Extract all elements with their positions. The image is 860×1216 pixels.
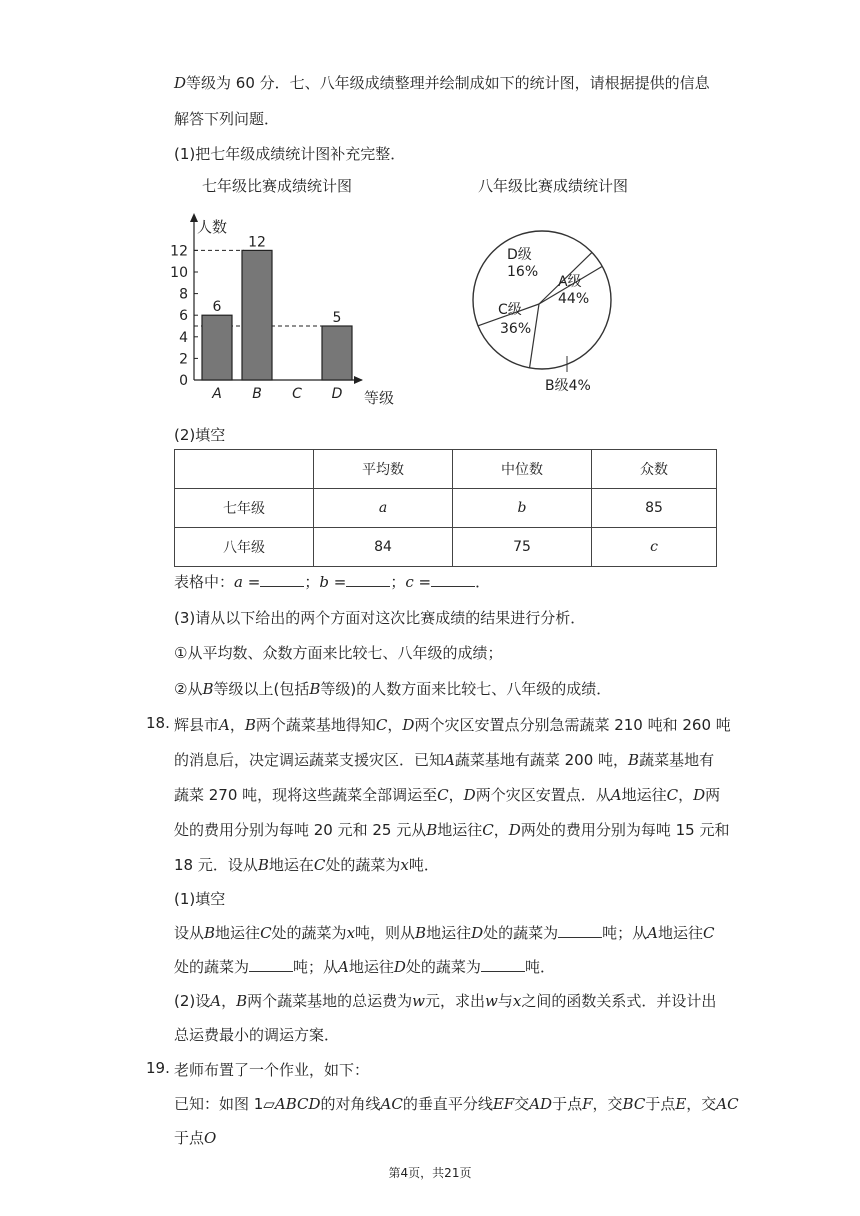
table-cell: 84 <box>314 528 453 567</box>
math-variable: B <box>415 924 427 942</box>
bar-a <box>202 315 232 380</box>
page-footer: 第4页，共21页 <box>388 1166 472 1180</box>
y-tick-label: 2 <box>179 351 188 368</box>
y-tick-label: 0 <box>179 373 188 389</box>
problem-19-line <box>174 1127 216 1148</box>
table-header-cell: 平均数 <box>314 450 453 489</box>
math-variable: D <box>471 924 484 942</box>
text-segment: 于点 <box>552 1095 583 1113</box>
math-variable: A <box>219 716 230 734</box>
text-segment: 蔬菜基地有蔬菜 200 吨， <box>454 751 629 769</box>
text-segment: ，交 <box>686 1095 717 1113</box>
table-cell: 85 <box>592 489 717 528</box>
math-variable: B <box>236 992 248 1010</box>
math-variable: E <box>675 1095 687 1113</box>
text-segment: 两 <box>705 786 721 804</box>
math-variable: AD <box>529 1095 553 1113</box>
table-cell: 75 <box>453 528 592 567</box>
table-cell: 八年级 <box>175 528 314 567</box>
problem-18-line <box>174 922 715 943</box>
question-3-item-2: ②从B等级以上(包括B等级)的人数方面来比较七、八年级的成绩． <box>174 680 612 698</box>
text-segment: 处的蔬菜为 <box>483 924 559 942</box>
math-variable: EF <box>492 1095 515 1113</box>
math-variable: x <box>400 856 409 874</box>
text-segment: 两个灾区安置点分别急需蔬菜 210 吨和 260 吨 <box>414 716 731 734</box>
math-variable: B <box>257 856 269 874</box>
text-segment: 于点 <box>645 1095 676 1113</box>
text-segment: 蔬菜基地有 <box>639 751 715 769</box>
math-variable: AC <box>380 1095 403 1113</box>
math-variable: D <box>693 786 706 804</box>
bar-b <box>242 250 272 380</box>
math-variable: C <box>482 821 494 839</box>
y-tick-label: 4 <box>179 329 188 346</box>
problem-18-line <box>174 819 729 840</box>
text-segment: 交 <box>514 1095 530 1113</box>
blank-c[interactable] <box>431 572 475 587</box>
text-segment: 处的蔬菜为 <box>325 856 401 874</box>
text-segment: 吨． <box>408 856 439 874</box>
text-segment: 与 <box>497 992 513 1010</box>
table-header-cell <box>175 450 314 489</box>
table-row <box>175 528 717 567</box>
stats-table <box>174 449 717 567</box>
grade-d-var: D <box>174 74 187 92</box>
math-variable: D <box>463 786 476 804</box>
math-variable: C <box>437 786 449 804</box>
math-variable: B <box>426 821 438 839</box>
problem-19-line <box>174 1093 739 1114</box>
fill-blank-line: 表格中：a = ；b = ；c = ． <box>174 573 491 591</box>
pie-label-a-pct: 44% <box>558 291 590 307</box>
pie-label-c-pct: 36% <box>500 321 532 337</box>
x-category-label: C <box>292 386 302 402</box>
x-category-label: D <box>331 386 343 402</box>
text-segment: 地运往 <box>348 958 394 976</box>
text-segment: ，交 <box>592 1095 623 1113</box>
text-segment: 已知：如图 1▱ <box>174 1095 275 1113</box>
text-segment: 辉县市 <box>174 716 220 734</box>
text-segment: 处的费用分别为每吨 20 元和 25 元从 <box>174 821 427 839</box>
text-segment: 设从 <box>174 924 205 942</box>
problem-18-part-1: (1)填空 <box>174 890 226 908</box>
math-variable: C <box>666 786 679 804</box>
math-variable: D <box>393 958 406 976</box>
table-header-cell: 中位数 <box>453 450 592 489</box>
text-segment: 的对角线 <box>320 1095 381 1113</box>
math-variable: w <box>412 992 425 1010</box>
pie-label-a-grade: A级 <box>558 274 582 290</box>
text-segment: 地运往 <box>621 786 667 804</box>
text-segment: 两个蔬菜基地得知 <box>255 716 376 734</box>
blank-b[interactable] <box>346 572 390 587</box>
text-segment: 的垂直平分线 <box>402 1095 493 1113</box>
text-segment: 18 元．设从 <box>174 856 258 874</box>
x-axis-label: 等级 <box>364 389 395 407</box>
text-segment: 吨． <box>524 958 555 976</box>
bar-chart-title: 七年级比赛成绩统计图 <box>202 177 353 195</box>
math-variable: A <box>338 958 349 976</box>
math-variable: x <box>346 924 356 942</box>
math-variable: ABCD <box>274 1095 321 1113</box>
pie-label-d-grade: D级 <box>507 247 532 263</box>
math-variable: B <box>204 924 216 942</box>
problem-19-number: 19. <box>146 1059 170 1077</box>
question-3-item-1: ①从平均数、众数方面来比较七、八年级的成绩； <box>174 644 503 662</box>
math-variable: D <box>402 716 415 734</box>
math-variable: A <box>647 924 658 942</box>
problem-18-line: 总运费最小的调运方案． <box>174 1026 340 1044</box>
problem-18-number: 18. <box>146 714 170 732</box>
x-axis-arrow <box>354 376 363 384</box>
text-segment: ， <box>493 821 509 839</box>
y-tick-label: 8 <box>179 286 188 303</box>
pie-outline <box>473 231 611 369</box>
text-segment: 蔬菜 270 吨，现将这些蔬菜全部调运至 <box>174 786 438 804</box>
text-segment: ， <box>448 786 464 804</box>
math-variable: x <box>512 992 522 1010</box>
math-variable: A <box>210 992 222 1010</box>
problem-18-line <box>174 784 720 805</box>
pie-label-b: B级4% <box>545 378 591 394</box>
pie-label-d-pct: 16% <box>507 264 539 280</box>
bar-data-label: 5 <box>332 310 342 326</box>
answer-blank[interactable] <box>481 957 525 972</box>
problem-19-line: 老师布置了一个作业，如下： <box>174 1061 370 1079</box>
intro-line-1-text: 等级为 60 分．七、八年级成绩整理并绘制成如下的统计图，请根据提供的信息 <box>186 74 710 92</box>
table-cell: c <box>592 528 717 567</box>
math-variable: w <box>485 992 498 1010</box>
math-variable: C <box>313 856 326 874</box>
bar-data-label: 12 <box>248 234 266 251</box>
text-segment: 元，求出 <box>425 992 486 1010</box>
text-segment: 地运往 <box>215 924 261 942</box>
math-variable: AC <box>716 1095 739 1113</box>
math-variable: C <box>375 716 388 734</box>
text-segment: 处的蔬菜为 <box>174 958 250 976</box>
problem-18-line <box>174 854 439 875</box>
text-segment: ， <box>221 992 237 1010</box>
text-segment: ， <box>678 786 694 804</box>
text-segment: ， <box>229 716 245 734</box>
x-category-label: A <box>212 386 222 402</box>
text-segment: 吨，则从 <box>355 924 416 942</box>
table-row <box>175 489 717 528</box>
text-segment: 于点 <box>174 1129 205 1147</box>
problem-18-line <box>174 714 731 735</box>
bar-data-label: 6 <box>212 299 222 316</box>
pie-chart <box>470 222 620 400</box>
y-tick-label: 6 <box>179 308 188 325</box>
problem-18-line <box>174 956 555 977</box>
question-3: (3)请从以下给出的两个方面对这次比赛成绩的结果进行分析． <box>174 609 586 627</box>
math-variable: A <box>610 786 622 804</box>
table-cell: a <box>314 489 453 528</box>
math-variable: B <box>628 751 640 769</box>
text-segment: (2)设 <box>174 992 211 1010</box>
problem-18-line <box>174 749 714 770</box>
text-segment: 地运往 <box>426 924 472 942</box>
question-2-label: (2)填空 <box>174 426 226 444</box>
y-tick-label: 10 <box>170 265 188 281</box>
text-segment: 之间的函数关系式．并设计出 <box>521 992 717 1010</box>
bar-d <box>322 326 352 380</box>
math-variable: BC <box>622 1095 646 1113</box>
text-segment: 吨；从 <box>602 924 648 942</box>
text-segment: 两个灾区安置点．从 <box>475 786 611 804</box>
table-row <box>175 450 717 489</box>
text-segment: 处的蔬菜为 <box>271 924 347 942</box>
math-variable: D <box>508 821 521 839</box>
table-cell: 七年级 <box>175 489 314 528</box>
text-segment: 吨；从 <box>293 958 339 976</box>
text-segment: 两处的费用分别为每吨 15 元和 <box>520 821 730 839</box>
bar-chart <box>164 208 414 408</box>
pie-label-c-grade: C级 <box>498 302 522 318</box>
text-segment: ， <box>387 716 403 734</box>
math-variable: O <box>204 1129 217 1147</box>
math-variable: C <box>260 924 272 942</box>
blank-a[interactable] <box>260 572 304 587</box>
y-tick-label: 12 <box>170 243 188 260</box>
intro-line-1 <box>174 72 710 93</box>
math-variable: C <box>703 924 715 942</box>
text-segment: 两个蔬菜基地的总运费为 <box>247 992 413 1010</box>
text-segment: 地运往 <box>658 924 704 942</box>
text-segment: 地运往 <box>437 821 483 839</box>
answer-blank[interactable] <box>249 957 293 972</box>
math-variable: A <box>444 751 455 769</box>
math-variable: F <box>582 1095 593 1113</box>
question-1: (1)把七年级成绩统计图补充完整． <box>174 145 406 163</box>
text-segment: 的消息后，决定调运蔬菜支援灾区．已知 <box>174 751 445 769</box>
table-cell: b <box>453 489 592 528</box>
x-category-label: B <box>252 386 262 402</box>
text-segment: 地运在 <box>268 856 314 874</box>
table-header-cell: 众数 <box>592 450 717 489</box>
intro-line-2: 解答下列问题． <box>174 110 280 128</box>
pie-chart-title: 八年级比赛成绩统计图 <box>478 177 629 195</box>
y-axis-label: 人数 <box>197 218 228 236</box>
problem-18-line <box>174 990 716 1011</box>
math-variable: B <box>244 716 256 734</box>
answer-blank[interactable] <box>558 923 602 938</box>
text-segment: 处的蔬菜为 <box>405 958 481 976</box>
